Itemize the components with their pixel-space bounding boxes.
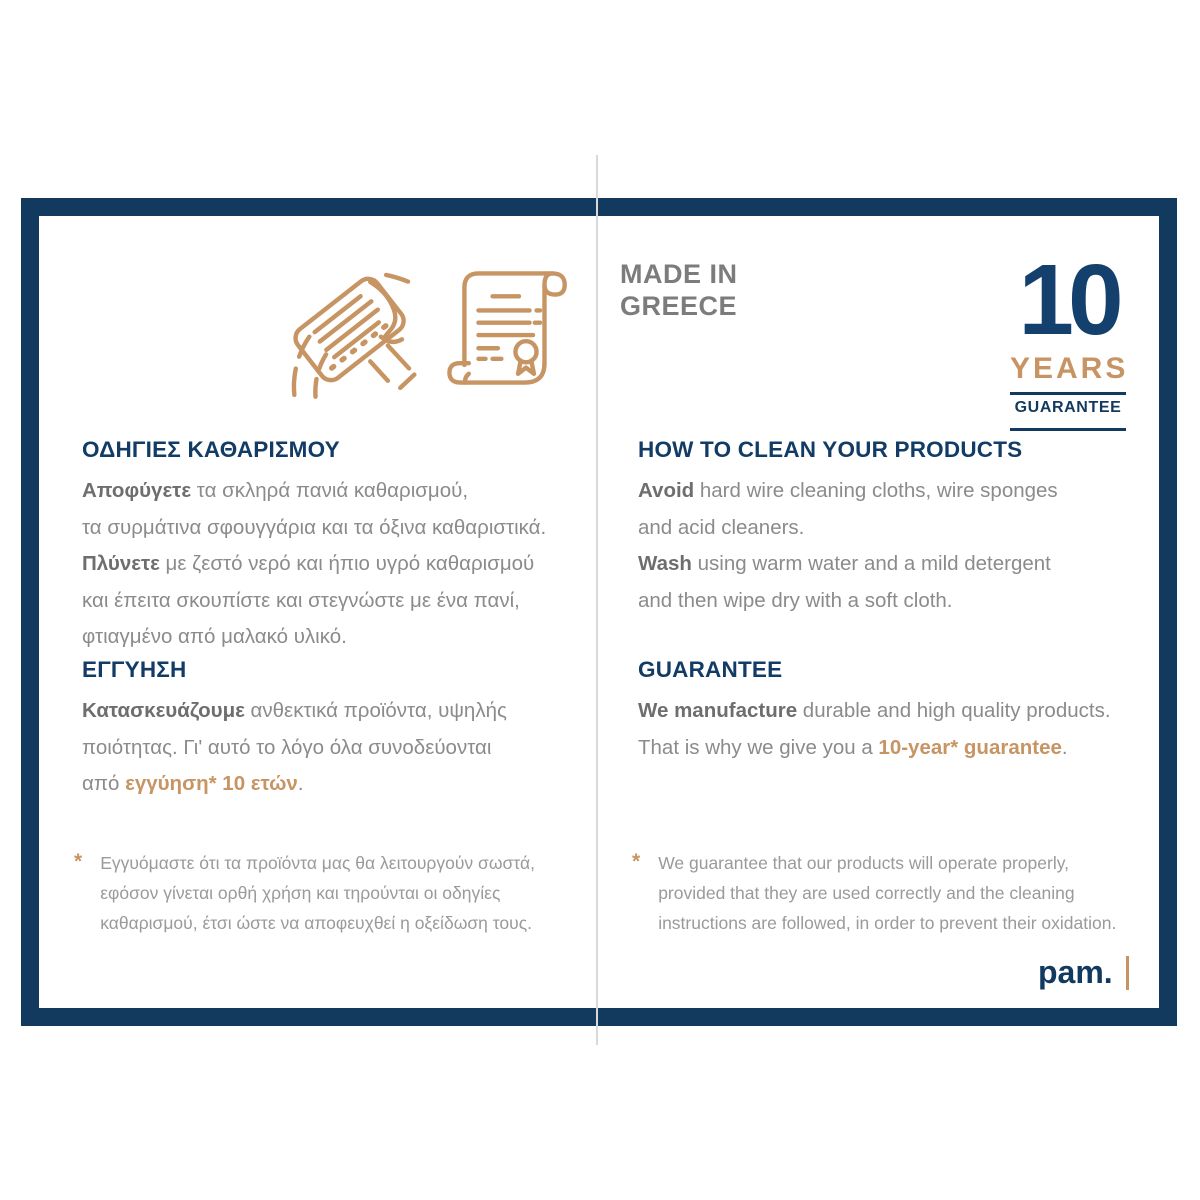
badge-years: YEARS [1010,352,1129,385]
text-line: φτιαγμένο από μαλακό υλικό. [82,625,347,648]
section-body [82,473,602,656]
section-body [82,693,602,803]
made-in-line1: MADE IN [620,259,738,289]
guarantee-accent-text: 10-year* guarantee [878,735,1062,759]
text-line: ποιότητας. Γι' αυτό το λόγο όλα συνοδεύονται [82,735,492,759]
text-line: We manufacture durable and high quality products. [638,699,1111,722]
section-body [638,473,1158,619]
fold-line [596,155,598,1045]
brand-logo [1038,954,1129,991]
brand-name: pam. [1038,954,1113,990]
text-line: Κατασκευάζουμε ανθεκτικά προϊόντα, υψηλής [82,699,507,722]
section-guarantee-gr [82,657,602,803]
text-line: Wash using warm water and a mild detergent [638,552,1051,575]
text-line: Πλύνετε με ζεστό νερό και ήπιο υγρό καθαρισμού [82,552,535,575]
guarantee-accent-text: εγγύηση* 10 ετών [125,772,298,795]
badge-number: 10 [1018,244,1118,356]
section-cleaning-en [638,437,1158,619]
asterisk-marker: * [632,850,641,873]
footnote-en [632,848,1116,938]
text-line: τα συρμάτινα σφουγγάρια και τα όξινα καθαριστικά. [82,515,547,539]
section-heading: GUARANTEE [638,657,783,682]
text-line: and acid cleaners. [638,515,805,539]
footnote-text: We guarantee that our products will operate properly, provided that they are used correctly and the cleaning instructions are followed, in order to prevent their oxidation. [658,853,1117,933]
ten-years-guarantee-badge [1010,244,1129,431]
text-line: Αποφύγετε τα σκληρά πανιά καθαρισμού, [82,479,469,502]
badge-rule-bottom [1010,428,1126,431]
text-line: Avoid hard wire cleaning cloths, wire sponges [638,479,1058,502]
certificate-icon [438,252,570,404]
made-in-line2: GREECE [620,291,738,321]
made-in-label [620,258,738,322]
text-line: and then wipe dry with a soft cloth. [638,588,953,612]
footnote-gr [74,848,535,938]
section-heading: ΕΓΓΥΗΣΗ [82,657,187,682]
hand-wipe-icon [282,248,432,413]
asterisk-marker: * [74,850,83,873]
text-line: από εγγύηση* 10 ετών. [82,772,304,795]
text-line: That is why we give you a 10-year* guarantee. [638,735,1068,759]
section-heading: HOW TO CLEAN YOUR PRODUCTS [638,437,1023,462]
section-cleaning-gr [82,437,602,656]
section-guarantee-en [638,657,1158,766]
footnote-text: Εγγυόμαστε ότι τα προϊόντα μας θα λειτουργούν σωστά, εφόσον γίνεται ορθή χρήση και τηρούνται οι οδηγίες καθαρισμού, έτσι ώστε να αποφευχθεί η οξείδωση τους. [100,853,535,933]
section-body [638,693,1158,766]
badge-guarantee-label: GUARANTEE [1014,399,1122,416]
text-line: και έπειτα σκουπίστε και στεγνώστε με ένα πανί, [82,588,520,612]
brand-divider-bar [1126,956,1129,990]
section-heading: ΟΔΗΓΙΕΣ ΚΑΘΑΡΙΣΜΟΥ [82,437,340,462]
